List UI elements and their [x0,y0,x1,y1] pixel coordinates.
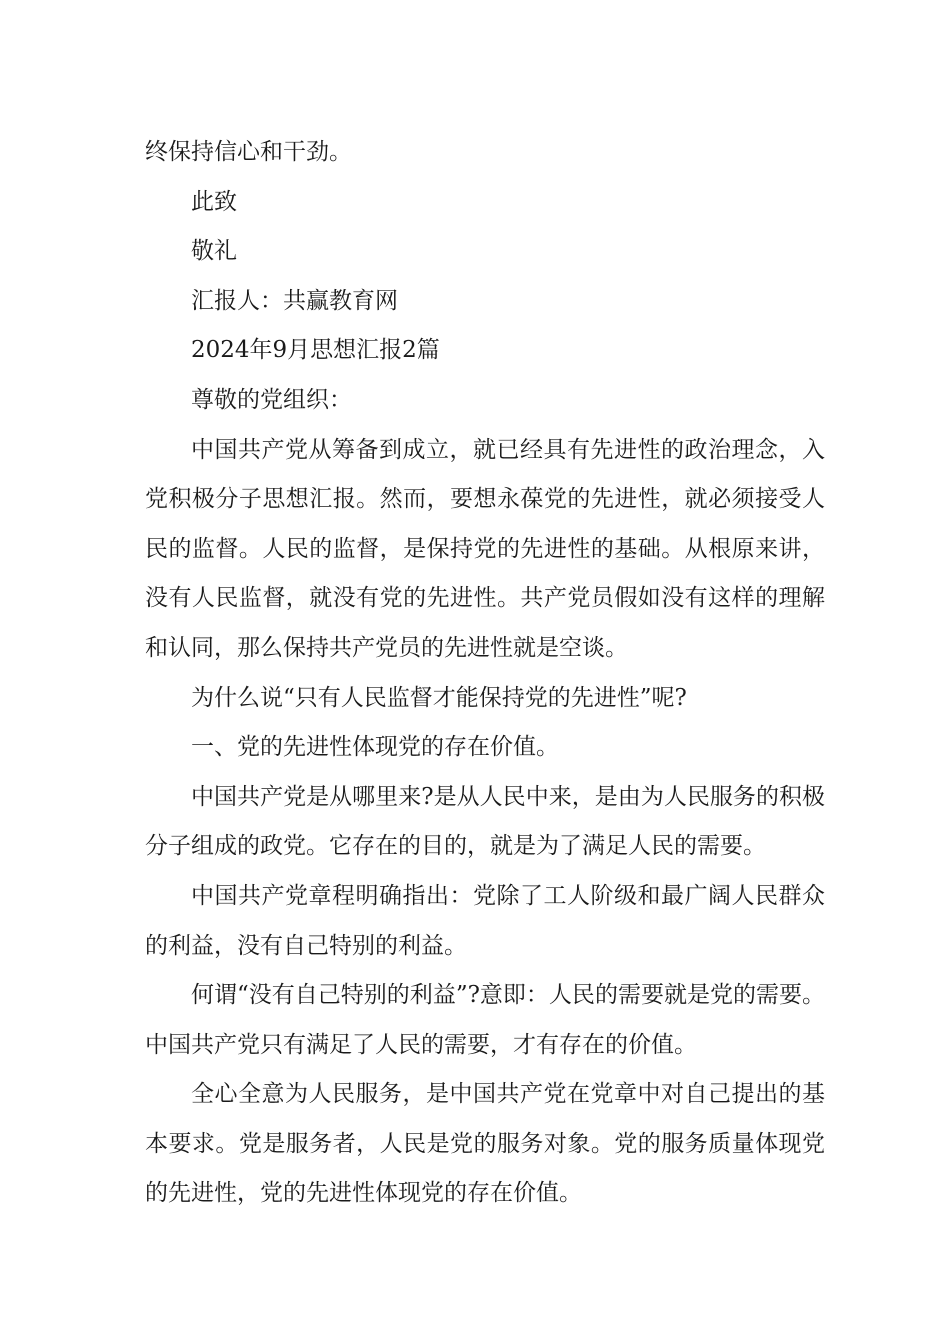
greeting: 尊敬的党组织： [191,386,352,413]
document-body [145,128,825,1219]
body-paragraph: 中国共产党章程明确指出：党除了工人阶级和最广阔人民群众的利益，没有自己特别的利益。 [145,882,825,959]
closing-salutation: 此致 [191,188,237,215]
reporter-signature: 汇报人：共赢教育网 [191,287,398,314]
section-title: 2024年9月思想汇报2篇 [191,337,440,364]
question-paragraph: 为什么说“只有人民监督才能保持党的先进性”呢? [191,684,687,711]
body-paragraph: 何谓“没有自己特别的利益”?意即：人民的需要就是党的需要。中国共产党只有满足了人民的需要，才有存在的价值。 [145,982,825,1058]
body-paragraph: 全心全意为人民服务，是中国共产党在党章中对自己提出的基本要求。党是服务者，人民是党的服务对象。党的服务质量体现党的先进性，党的先进性体现党的存在价值。 [145,1081,825,1207]
paragraph-continuation: 终保持信心和干劲。 [145,139,352,165]
body-paragraph: 中国共产党从筹备到成立，就已经具有先进性的政治理念，入党积极分子思想汇报。然而，要想永葆党的先进性，就必须接受人民的监督。人民的监督，是保持党的先进性的基础。从根原来讲，没有人民监督，就没有党的先进性。共产党员假如没有这样的理解和认同，那么保持共产党员的先进性就是空谈。 [145,436,825,661]
body-paragraph: 中国共产党是从哪里来?是从人民中来，是由为人民服务的积极分子组成的政党。它存在的目的，就是为了满足人民的需要。 [145,783,825,860]
heading-point-one: 一、党的先进性体现党的存在价值。 [191,734,559,761]
closing-regards: 敬礼 [191,238,237,265]
